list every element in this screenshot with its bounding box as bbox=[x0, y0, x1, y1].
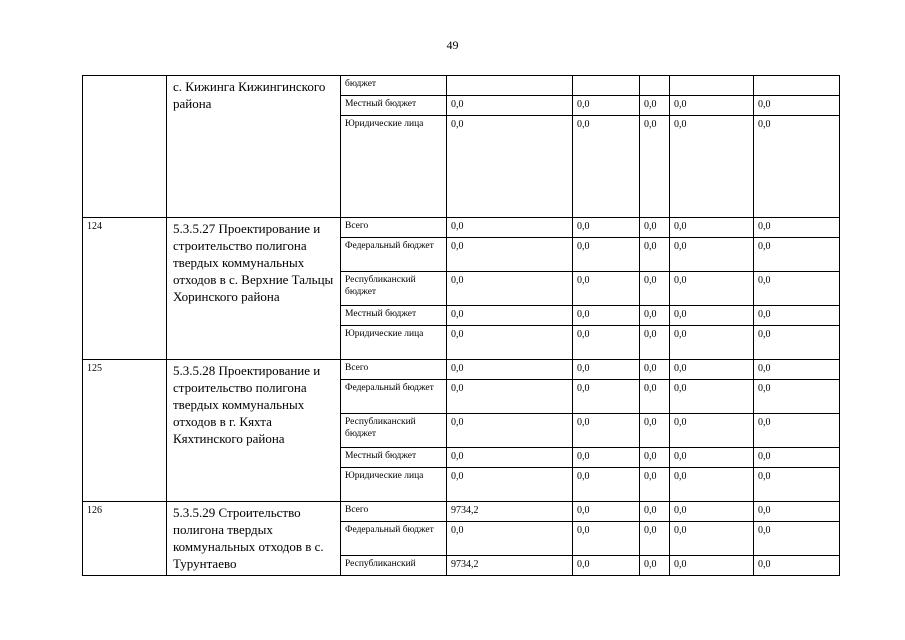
value-cell: 0,0 bbox=[447, 116, 573, 218]
value-cell: 0,0 bbox=[573, 326, 640, 360]
value-cell: 0,0 bbox=[640, 360, 670, 380]
value-cell: 0,0 bbox=[573, 414, 640, 448]
value-cell: 0,0 bbox=[447, 272, 573, 306]
table-row bbox=[83, 360, 840, 380]
value-cell: 0,0 bbox=[670, 380, 754, 414]
funding-source: Федеральный бюджет bbox=[341, 522, 447, 556]
value-cell: 0,0 bbox=[447, 360, 573, 380]
value-cell: 0,0 bbox=[573, 556, 640, 576]
value-cell: 0,0 bbox=[754, 448, 840, 468]
value-cell: 0,0 bbox=[754, 326, 840, 360]
value-cell: 0,0 bbox=[573, 96, 640, 116]
value-cell: 0,0 bbox=[670, 238, 754, 272]
value-cell: 0,0 bbox=[754, 116, 840, 218]
value-cell: 0,0 bbox=[640, 116, 670, 218]
value-cell: 0,0 bbox=[447, 414, 573, 448]
value-cell: 0,0 bbox=[754, 556, 840, 576]
project-name: с. Кижинга Кижингинского района bbox=[167, 76, 341, 218]
value-cell: 0,0 bbox=[670, 96, 754, 116]
value-cell: 0,0 bbox=[754, 360, 840, 380]
value-cell: 0,0 bbox=[640, 218, 670, 238]
value-cell: 0,0 bbox=[447, 306, 573, 326]
value-cell: 0,0 bbox=[640, 326, 670, 360]
value-cell: 0,0 bbox=[670, 326, 754, 360]
funding-source: бюджет bbox=[341, 76, 447, 96]
project-name: 5.3.5.27 Проектирование и строительство полигона твердых коммунальных отходов в с. Верхние Тальцы Хоринского района bbox=[167, 218, 341, 360]
value-cell: 0,0 bbox=[447, 96, 573, 116]
value-cell: 0,0 bbox=[670, 218, 754, 238]
value-cell: 0,0 bbox=[640, 272, 670, 306]
value-cell: 0,0 bbox=[640, 380, 670, 414]
funding-source: Всего bbox=[341, 218, 447, 238]
value-cell: 0,0 bbox=[754, 522, 840, 556]
table-row bbox=[83, 502, 840, 522]
value-cell: 0,0 bbox=[640, 556, 670, 576]
value-cell: 0,0 bbox=[754, 380, 840, 414]
value-cell: 0,0 bbox=[640, 414, 670, 448]
project-name: 5.3.5.29 Строительство полигона твердых коммунальных отходов в с. Турунтаево bbox=[167, 502, 341, 576]
value-cell bbox=[573, 76, 640, 96]
row-number: 125 bbox=[83, 360, 167, 502]
row-number: 124 bbox=[83, 218, 167, 360]
value-cell: 0,0 bbox=[670, 360, 754, 380]
value-cell: 0,0 bbox=[573, 218, 640, 238]
value-cell: 0,0 bbox=[573, 522, 640, 556]
value-cell: 0,0 bbox=[670, 272, 754, 306]
budget-table bbox=[82, 75, 840, 576]
value-cell: 0,0 bbox=[573, 272, 640, 306]
value-cell: 0,0 bbox=[447, 522, 573, 556]
value-cell: 0,0 bbox=[640, 522, 670, 556]
table-row bbox=[83, 218, 840, 238]
value-cell: 0,0 bbox=[670, 116, 754, 218]
row-number bbox=[83, 76, 167, 218]
value-cell: 9734,2 bbox=[447, 502, 573, 522]
value-cell: 0,0 bbox=[573, 468, 640, 502]
value-cell: 0,0 bbox=[670, 468, 754, 502]
value-cell: 0,0 bbox=[754, 306, 840, 326]
value-cell: 0,0 bbox=[754, 502, 840, 522]
value-cell: 0,0 bbox=[573, 306, 640, 326]
value-cell bbox=[447, 76, 573, 96]
value-cell: 0,0 bbox=[640, 306, 670, 326]
funding-source: Юридические лица bbox=[341, 116, 447, 218]
funding-source: Юридические лица bbox=[341, 326, 447, 360]
value-cell: 0,0 bbox=[670, 448, 754, 468]
value-cell bbox=[670, 76, 754, 96]
value-cell: 0,0 bbox=[447, 468, 573, 502]
value-cell: 0,0 bbox=[573, 448, 640, 468]
value-cell: 0,0 bbox=[640, 502, 670, 522]
value-cell: 0,0 bbox=[640, 238, 670, 272]
value-cell: 0,0 bbox=[573, 360, 640, 380]
value-cell bbox=[754, 76, 840, 96]
value-cell: 0,0 bbox=[670, 502, 754, 522]
value-cell: 0,0 bbox=[670, 306, 754, 326]
value-cell: 0,0 bbox=[640, 96, 670, 116]
value-cell: 0,0 bbox=[447, 448, 573, 468]
funding-source: Федеральный бюджет bbox=[341, 238, 447, 272]
page-number: 49 bbox=[446, 38, 459, 52]
value-cell: 0,0 bbox=[573, 380, 640, 414]
value-cell: 0,0 bbox=[640, 448, 670, 468]
value-cell: 9734,2 bbox=[447, 556, 573, 576]
funding-source: Местный бюджет bbox=[341, 306, 447, 326]
value-cell: 0,0 bbox=[447, 238, 573, 272]
value-cell: 0,0 bbox=[640, 468, 670, 502]
value-cell bbox=[640, 76, 670, 96]
value-cell: 0,0 bbox=[573, 502, 640, 522]
value-cell: 0,0 bbox=[754, 218, 840, 238]
value-cell: 0,0 bbox=[670, 522, 754, 556]
value-cell: 0,0 bbox=[573, 116, 640, 218]
value-cell: 0,0 bbox=[754, 272, 840, 306]
project-name: 5.3.5.28 Проектирование и строительство полигона твердых коммунальных отходов в г. Кяхта Кяхтинского района bbox=[167, 360, 341, 502]
funding-source: Федеральный бюджет bbox=[341, 380, 447, 414]
value-cell: 0,0 bbox=[754, 468, 840, 502]
value-cell: 0,0 bbox=[670, 556, 754, 576]
row-number: 126 bbox=[83, 502, 167, 576]
funding-source: Всего bbox=[341, 502, 447, 522]
funding-source: Республиканский бюджет bbox=[341, 414, 447, 448]
funding-source: Юридические лица bbox=[341, 468, 447, 502]
value-cell: 0,0 bbox=[754, 414, 840, 448]
value-cell: 0,0 bbox=[754, 238, 840, 272]
table-row bbox=[83, 76, 840, 96]
value-cell: 0,0 bbox=[447, 380, 573, 414]
funding-source: Всего bbox=[341, 360, 447, 380]
value-cell: 0,0 bbox=[573, 238, 640, 272]
value-cell: 0,0 bbox=[754, 96, 840, 116]
funding-source: Местный бюджет bbox=[341, 96, 447, 116]
funding-source: Республиканский бюджет bbox=[341, 272, 447, 306]
value-cell: 0,0 bbox=[447, 218, 573, 238]
funding-source: Республиканский bbox=[341, 556, 447, 576]
value-cell: 0,0 bbox=[447, 326, 573, 360]
value-cell: 0,0 bbox=[670, 414, 754, 448]
funding-source: Местный бюджет bbox=[341, 448, 447, 468]
